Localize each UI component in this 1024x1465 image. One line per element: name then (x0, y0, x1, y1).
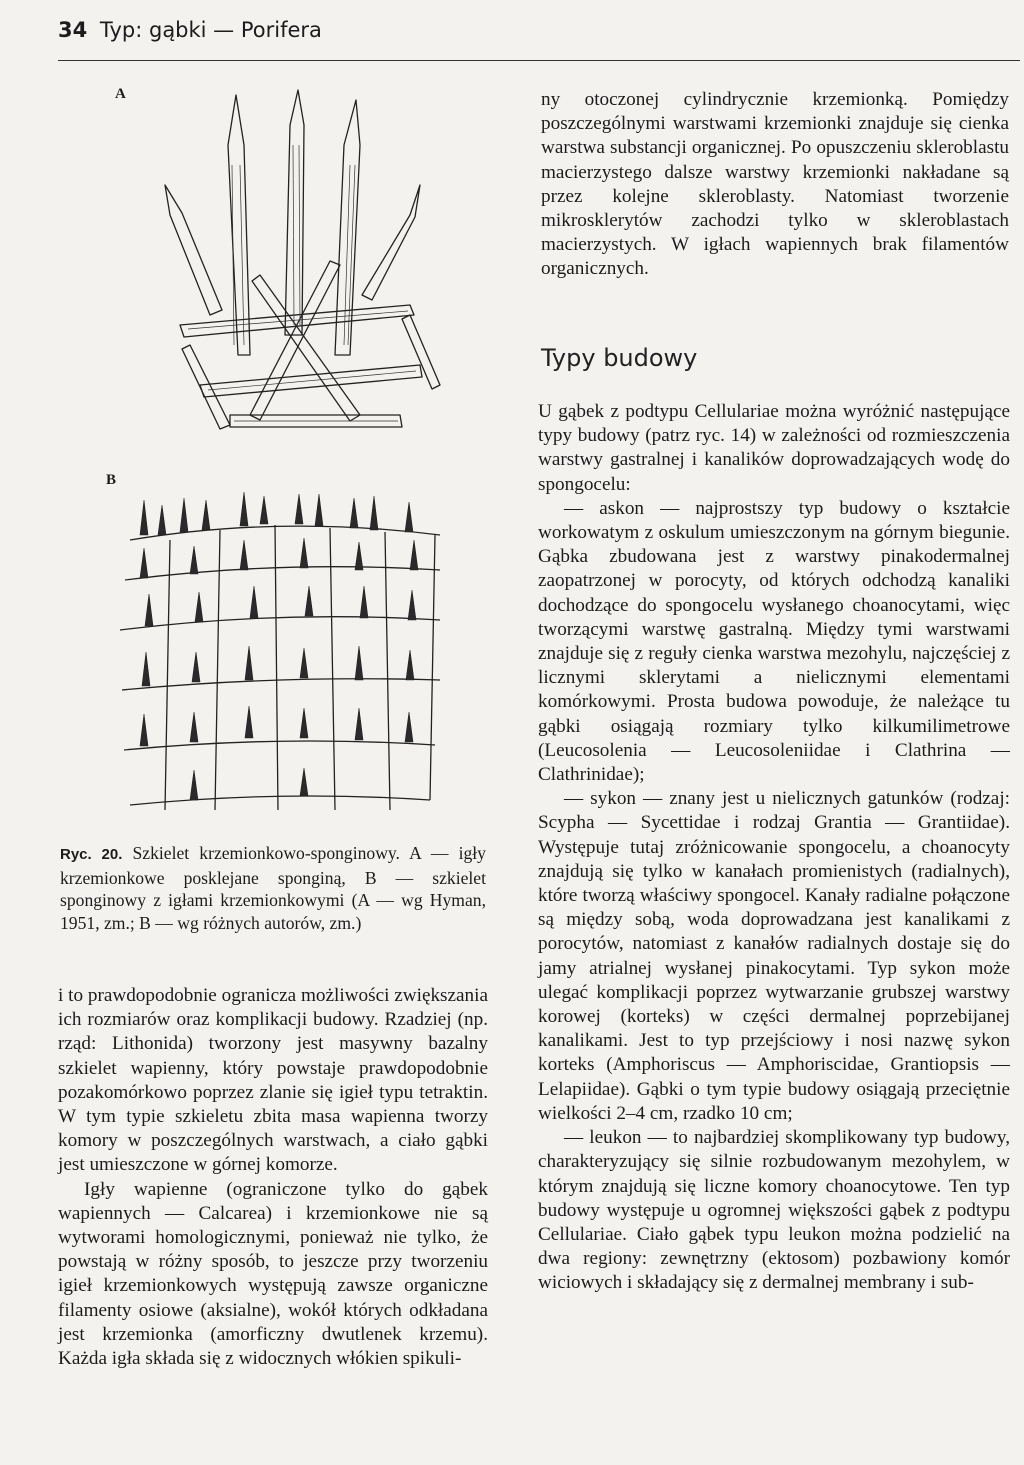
right-column-top-text (541, 88, 1009, 282)
section-heading: Typy budowy (541, 344, 698, 372)
right-column-body-text (538, 400, 1010, 1296)
figure-caption-label: Ryc. 20. (60, 846, 123, 863)
figure-a-label: A (115, 86, 126, 102)
running-header (58, 18, 1018, 58)
figure-caption-text: Szkielet krzemionkowo-sponginowy. A — igły krzemionkowe posklejane sponginą, B — szkielet sponginowy z igłami krzemionkowymi (A — wg Hyman, 1951, zm.; B — wg różnych autorów, zm.) (60, 843, 486, 933)
figure-caption (60, 842, 486, 934)
figure-b-label: B (106, 472, 117, 488)
paragraph: i to prawdopodobnie ogranicza możliwości zwiększania ich rozmiarów oraz komplikacji budowy. Rzadziej (np. rząd: Lithonida) tworzony jest masywny bazalny szkielet wapienny, który powstaje prawdopodobnie pozakomórkowo poprzez zlanie się igieł typu tetraktin. W tym typie szkieletu zbita masa wapienna tworzy komory w poszczególnych warstwach, a ciało gąbki jest umieszczone w górnej komorze. (58, 985, 488, 1176)
page-number: 34 (58, 18, 88, 42)
figure-b-spongin-skeleton (110, 490, 450, 830)
paragraph: — sykon — znany jest u nielicznych gatunków (rodzaj: Scypha — Sycettidae i rodzaj Grantia — Grantiidae). Występuje tutaj zróżnicowanie spongocelu, a choanocyty znajdują się tylko w kanałach promienistych (radialnych), które tworzą właściwy spongocel. Kanały radialne połączone są między sobą, woda doprowadzana jest kanalikami z porocytów, natomiast z kanałów radialnych dostaje się do jamy atrialnej wysłanej pinakocytami. Typ sykon może ulegać komplikacji poprzez wytwarzanie grubszej warstwy korowej (korteks) w części dermalnej poprzebijanej kanalikami. Jest to typ przejściowy i nosi nazwę sykon korteks (Amphoriscus — Amphoriscidae, Grantiopsis — Lelapiidae). Gąbki o tym typie budowy osiągają przeciętnie wielkości 2–4 cm, rzadko 10 cm; (538, 788, 1010, 1124)
paragraph: ny otoczonej cylindrycznie krzemionką. Pomiędzy poszczególnymi warstwami krzemionki znajduje się cienka warstwa substancji organicznej. Po opuszczeniu skleroblastu macierzystego dalsze warstwy krzemionki nakładane są przez kolejne skleroblasty. Natomiast tworzenie mikrosklerytów zachodzi tylko w skleroblastach macierzystych. W igłach wapiennych brak filamentów organicznych. (541, 89, 1009, 280)
header-rule (58, 60, 1020, 61)
paragraph: Igły wapienne (ograniczone tylko do gąbek wapiennych — Calcarea) i krzemionkowe nie są wytworami homologicznymi, ponieważ nie tylko, że powstają w różny sposób, to jeszcze przy tworzeniu igieł krzemionkowych występują zawsze organiczne filamenty osiowe (aksialne), wokół których odkładana jest krzemionka (amorficzny dwutlenek krzemu). Każda igła składa się z widocznych włókien spikuli- (58, 1178, 488, 1370)
running-title: Typ: gąbki — Porifera (99, 18, 322, 42)
paragraph: — leukon — to najbardziej skomplikowany typ budowy, charakteryzujący się silnie rozbudowanym mezohylem, w którym znajdują się liczne komory choanocytowe. Ten typ budowy występuje u ogromnej większości gąbek z podtypu Cellulariae. Ciało gąbek typu leukon można podzielić na dwa regiony: zewnętrzny (ektosom) pozbawiony komór wiciowych i składający się z dermalnej membrany i sub- (538, 1127, 1010, 1294)
paragraph: U gąbek z podtypu Cellulariae można wyróżnić następujące typy budowy (patrz ryc. 14) w zależności od rozmieszczenia warstwy gastralnej i kanalików doprowadzających wodę do spongocelu: (538, 401, 1010, 495)
paragraph: — askon — najprostszy typ budowy o kształcie workowatym z oskulum umieszczonym na górnym biegunie. Gąbka zbudowana jest z warstwy pinakodermalnej zaopatrzonej w porocyty, od których odchodzą kanaliki dochodzące do spongocelu wysłanego choanocytami, więc tworzącymi warstwę gastralną. Między tymi warstwami znajduje się z reguły cienka warstwa mezohylu, najczęściej z licznymi sklerytami a nielicznymi elementami komórkowymi. Prosta budowa powoduje, że należące tu gąbki osiągają rozmiary tylko kilkumilimetrowe (Leucosolenia — Leucosoleniidae i Clathrina — Clathrinidae); (538, 497, 1010, 786)
left-column-text (58, 984, 488, 1371)
figure-a-spicule-network (110, 85, 470, 445)
